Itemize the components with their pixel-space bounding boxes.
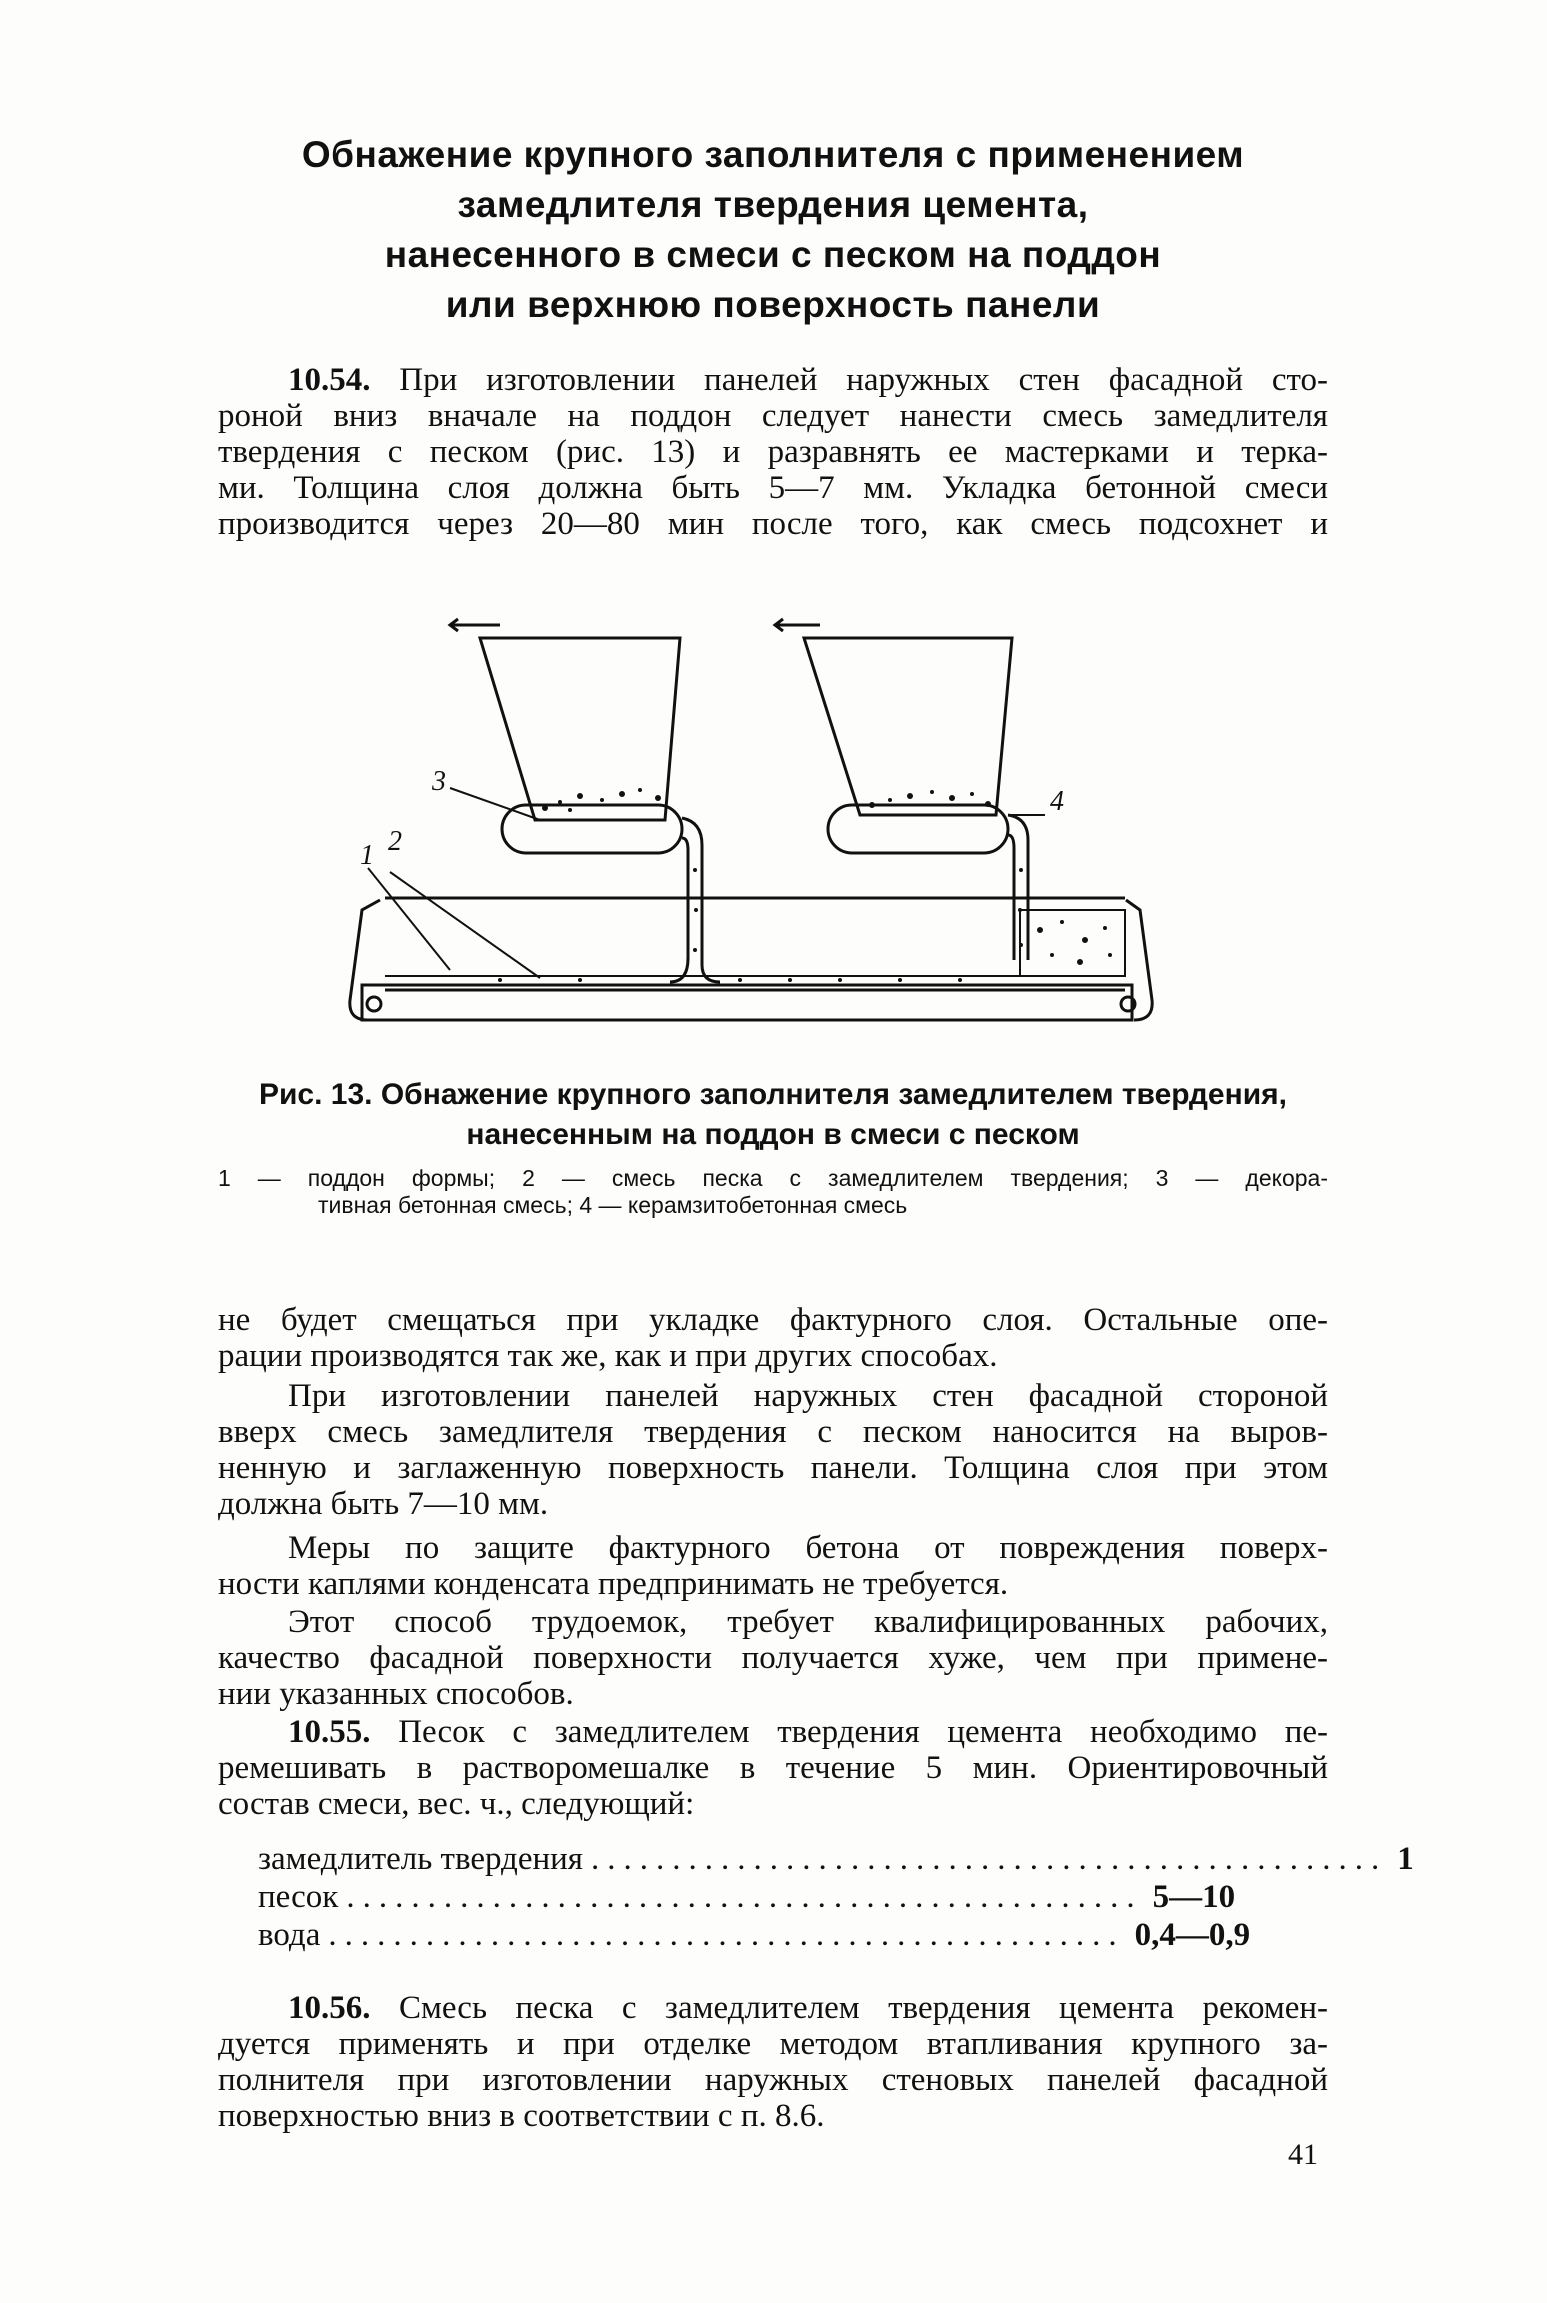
paragraph-number: 10.56. bbox=[288, 1990, 371, 2026]
paragraph-10-54 bbox=[218, 362, 1328, 542]
leader-dots: ................................................. bbox=[328, 1917, 1125, 1953]
heading-line: Обнажение крупного заполнителя с применением bbox=[301, 134, 1245, 175]
stream-left-inner bbox=[670, 838, 688, 982]
conveyor-right bbox=[828, 805, 1008, 853]
leader-1 bbox=[368, 868, 450, 970]
label-1: 1 bbox=[360, 840, 374, 871]
leader-dots: ................................................. bbox=[591, 1841, 1388, 1877]
side-wall-left bbox=[350, 900, 380, 1020]
composition-list bbox=[258, 1840, 1414, 1954]
text-line: роной вниз вначале на поддон следует нанести смесь замедлителя bbox=[218, 398, 1328, 434]
text-line: ности каплями конденсата предпринимать не требуется. bbox=[218, 1566, 1009, 1602]
text-line bbox=[218, 1714, 1328, 1750]
text-line: вверх смесь замедлителя твердения с песком наносится на выров- bbox=[218, 1414, 1328, 1450]
side-wall-right bbox=[1126, 900, 1152, 1020]
conveyor-left bbox=[502, 805, 682, 853]
paragraph-method bbox=[218, 1604, 1328, 1712]
text-fragment: Смесь песка с замедлителем твердения цемента рекомен- bbox=[370, 1990, 1328, 2026]
text-line bbox=[218, 362, 1328, 398]
page-number: 41 bbox=[1288, 2138, 1318, 2171]
paragraph-10-56 bbox=[218, 1990, 1328, 2134]
text-line: ми. Толщина слоя должна быть 5—7 мм. Укладка бетонной смеси bbox=[218, 470, 1328, 506]
text-line: должна быть 7—10 мм. bbox=[218, 1486, 549, 1522]
text-line: При изготовлении панелей наружных стен фасадной стороной bbox=[288, 1378, 1328, 1414]
hopper-left bbox=[480, 638, 680, 820]
paragraph-10-55 bbox=[218, 1714, 1328, 1822]
section-heading bbox=[218, 130, 1328, 330]
leader-dots: ................................................. bbox=[346, 1879, 1143, 1915]
legend-line: тивная бетонная смесь; 4 — керамзитобетонная смесь bbox=[318, 1192, 908, 1218]
text-line: нии указанных способов. bbox=[218, 1676, 574, 1712]
composition-label: замедлитель твердения bbox=[258, 1841, 583, 1877]
paragraph-face-up bbox=[218, 1378, 1328, 1522]
paragraph-number: 10.55. bbox=[288, 1714, 371, 1750]
paragraph-measures bbox=[218, 1530, 1328, 1602]
composition-value: 5—10 bbox=[1152, 1879, 1236, 1915]
label-2: 2 bbox=[388, 826, 402, 857]
text-line: рации производятся так же, как и при других способах. bbox=[218, 1338, 998, 1374]
composition-label: вода bbox=[258, 1917, 321, 1953]
text-fragment: При изготовлении панелей наружных стен фасадной сто- bbox=[370, 362, 1328, 398]
composition-value: 1 bbox=[1397, 1841, 1414, 1877]
text-fragment: Песок с замедлителем твердения цемента необходимо пе- bbox=[370, 1714, 1328, 1750]
composition-value: 0,4—0,9 bbox=[1134, 1917, 1251, 1953]
hopper-right bbox=[804, 638, 1012, 815]
leader-2 bbox=[390, 872, 540, 978]
text-line: поверхностью вниз в соответствии с п. 8.6. bbox=[218, 2098, 825, 2134]
paragraph-continuation bbox=[218, 1302, 1328, 1374]
composition-label: песок bbox=[258, 1879, 339, 1915]
figure-13-diagram bbox=[340, 610, 1160, 1030]
text-line: полнителя при изготовлении наружных стеновых панелей фасадной bbox=[218, 2062, 1328, 2098]
text-line: производится через 20—80 мин после того, как смесь подсохнет и bbox=[218, 506, 1328, 542]
text-line: дуется применять и при отделке методом втапливания крупного за- bbox=[218, 2026, 1328, 2062]
heading-line: или верхнюю поверхность панели bbox=[445, 284, 1101, 325]
heading-line: замедлителя твердения цемента, bbox=[457, 184, 1089, 225]
paragraph-number: 10.54. bbox=[288, 362, 371, 398]
legend-line: 1 — поддон формы; 2 — смесь песка с замедлителем твердения; 3 — декора- bbox=[218, 1165, 1328, 1191]
heading-line: нанесенного в смеси с песком на поддон bbox=[384, 234, 1162, 275]
label-3: 3 bbox=[432, 766, 446, 797]
composition-row bbox=[258, 1840, 1414, 1878]
text-line: состав смеси, вес. ч., следующий: bbox=[218, 1786, 695, 1822]
figure-caption bbox=[218, 1075, 1328, 1155]
caption-line: Рис. 13. Обнажение крупного заполнителя замедлителем твердения, bbox=[258, 1078, 1287, 1111]
text-line: Этот способ трудоемок, требует квалифицированных рабочих, bbox=[288, 1604, 1328, 1640]
caption-line: нанесенным на поддон в смеси с песком bbox=[466, 1118, 1080, 1151]
text-line: качество фасадной поверхности получается хуже, чем при применe- bbox=[218, 1640, 1328, 1676]
text-line: не будет смещаться при укладке фактурного слоя. Остальные опе- bbox=[218, 1302, 1328, 1338]
deposit-4 bbox=[1020, 910, 1125, 976]
text-line: ненную и заглаженную поверхность панели. Толщина слоя при этом bbox=[218, 1450, 1328, 1486]
label-4: 4 bbox=[1050, 786, 1064, 817]
composition-row bbox=[258, 1916, 1251, 1954]
composition-row bbox=[258, 1878, 1236, 1916]
figure-legend bbox=[218, 1165, 1328, 1219]
text-line bbox=[218, 1990, 1328, 2026]
text-line: твердения с песком (рис. 13) и разравнять ее мастерками и терка- bbox=[218, 434, 1328, 470]
text-line: Меры по защите фактурного бетона от повреждения поверх- bbox=[288, 1530, 1328, 1566]
text-line: ремешивать в растворомешалке в течение 5 мин. Ориентировочный bbox=[218, 1750, 1328, 1786]
hinge-left bbox=[367, 997, 381, 1011]
